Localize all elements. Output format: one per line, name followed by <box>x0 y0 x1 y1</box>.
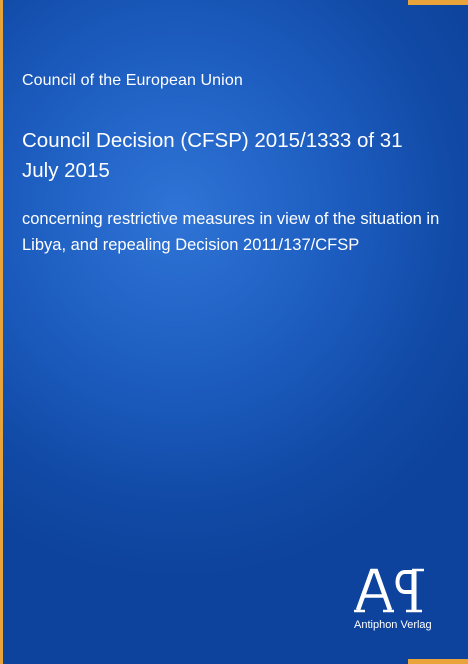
bottom-accent-bar <box>408 659 468 664</box>
antiphon-ap-logo-icon <box>354 566 430 616</box>
book-title: Council Decision (CFSP) 2015/1333 of 31 July 2015 <box>22 129 403 182</box>
publisher-name: Antiphon Verlag <box>354 619 432 631</box>
author: Council of the European Union <box>22 72 243 89</box>
book-subtitle: concerning restrictive measures in view of the situation in Libya, and repealing Decision 2011/137/CFSP <box>22 210 440 254</box>
top-accent-bar <box>408 0 468 5</box>
left-accent-stripe <box>0 0 3 664</box>
